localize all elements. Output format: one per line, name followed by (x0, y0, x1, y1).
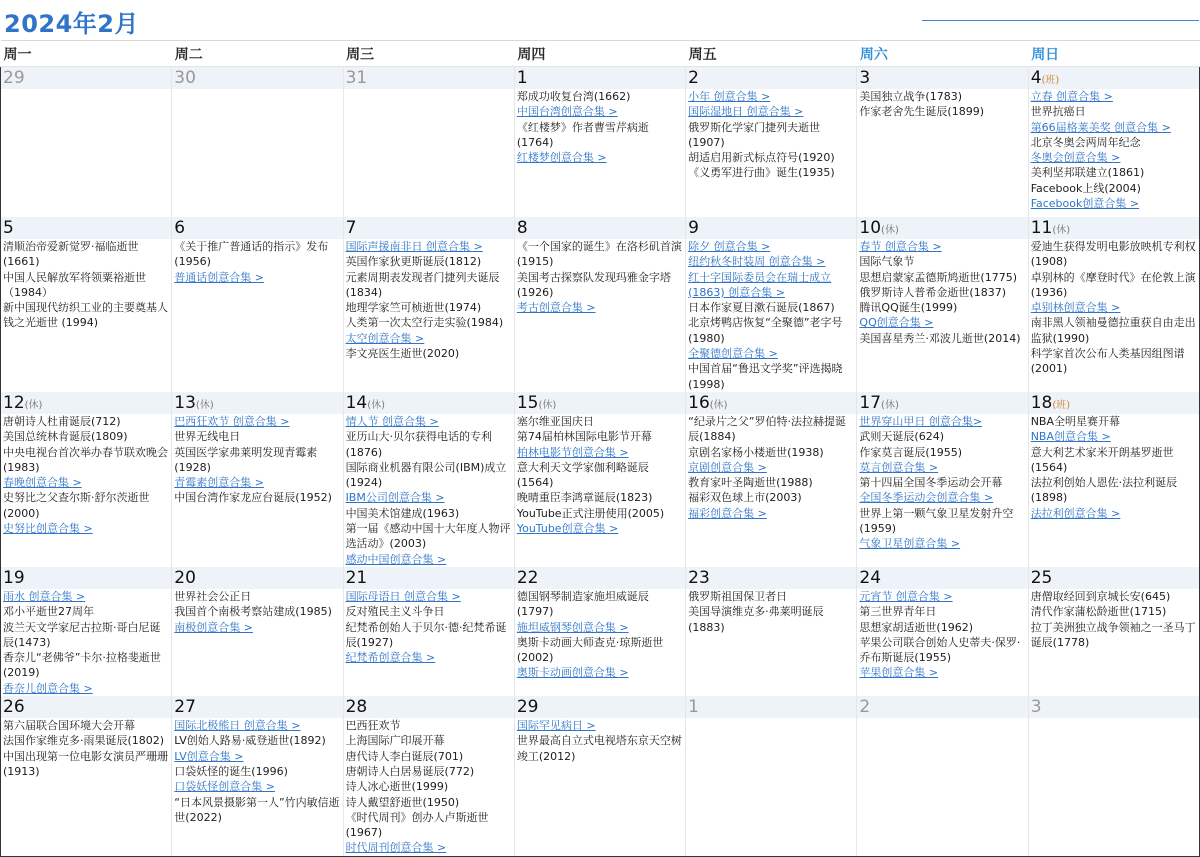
day-cell[interactable] (172, 392, 343, 567)
event-text: YouTube正式注册使用(2005) (516, 506, 665, 520)
creative-collection-link[interactable]: 气象卫星创意合集 > (859, 537, 961, 551)
day-cell[interactable] (686, 567, 857, 696)
day-number-bar (515, 392, 685, 414)
event-text: 中国美术馆建成(1963) (345, 506, 460, 520)
event-text: 京剧名家杨小楼逝世(1938) (688, 445, 824, 459)
weekday-mon: 周一 (1, 41, 172, 67)
event-text: 第一届《感动中国十大年度人物评选活动》(2003) (345, 522, 511, 551)
event-text: 《义勇军进行曲》诞生(1935) (688, 166, 835, 180)
event-text: 中国首届“鲁迅文学奖”评选揭晓(1998) (688, 362, 843, 391)
day-number-bar (515, 567, 685, 589)
event-text: 《一个国家的诞生》在洛杉矶首演(1915) (516, 240, 682, 269)
creative-collection-link[interactable]: 太空创意合集 > (345, 331, 425, 345)
event-text: 思想启蒙家孟德斯鸠逝世(1775) (859, 270, 1017, 284)
day-number-bar (857, 392, 1027, 414)
creative-collection-link[interactable]: 冬奥会创意合集 > (1030, 151, 1121, 165)
creative-collection-link[interactable]: 纪梵希创意合集 > (345, 651, 436, 665)
day-number-bar (172, 567, 342, 589)
day-number-bar (172, 696, 342, 718)
day-number-bar (172, 67, 342, 89)
holiday-badge: (休) (367, 399, 386, 411)
creative-collection-link[interactable]: 纽约秋冬时装周 创意合集 > (688, 255, 826, 269)
event-text: 《关于推广普通话的指示》发布(1956) (174, 240, 329, 269)
event-text: 俄罗斯化学家门捷列夫逝世(1907) (688, 120, 821, 149)
creative-collection-link[interactable]: LV创意合集 > (174, 749, 244, 763)
creative-collection-link[interactable]: 中国台湾创意合集 > (516, 105, 618, 119)
event-text: 新中国现代纺织工业的主要奠基人钱之光逝世 (1994) (3, 301, 168, 330)
event-text: 清代作家蒲松龄逝世(1715) (1030, 605, 1167, 619)
day-cell[interactable] (514, 217, 685, 392)
calendar-week-row (1, 567, 1200, 696)
day-number-bar (515, 67, 685, 89)
weekday-header (1, 41, 1200, 67)
event-text: 唐朝诗人杜甫诞辰(712) (3, 414, 121, 428)
event-text: 诗人冰心逝世(1999) (345, 780, 449, 794)
day-cell[interactable] (857, 696, 1028, 856)
event-text: 世界最高自立式电视塔东京天空树竣工(2012) (516, 734, 682, 763)
creative-collection-link[interactable]: 感动中国创意合集 > (345, 552, 447, 566)
day-cell[interactable] (1, 567, 172, 696)
creative-collection-link[interactable]: 卓别林创意合集 > (1030, 301, 1121, 315)
creative-collection-link[interactable]: NBA创意合集 > (1030, 430, 1111, 444)
holiday-badge: (休) (1052, 225, 1071, 236)
creative-collection-link[interactable]: 国际声援南非日 创意合集 > (345, 240, 483, 253)
creative-collection-link[interactable]: 口袋妖怪创意合集 > (174, 780, 275, 794)
event-text: 拉丁美洲独立战争领袖之一圣马丁诞辰(1778) (1030, 620, 1196, 649)
creative-collection-link[interactable]: 小年 创意合集 > (688, 90, 771, 103)
event-text: NBA全明星赛开幕 (1030, 414, 1120, 428)
event-text: 巴西狂欢节 (345, 719, 401, 733)
day-number-bar (1, 392, 171, 414)
day-cell[interactable] (1, 392, 172, 567)
creative-collection-link[interactable]: 柏林电影节创意合集 > (516, 445, 629, 459)
creative-collection-link[interactable]: IBM公司创意合集 > (345, 491, 445, 505)
holiday-badge: (休) (881, 225, 899, 236)
day-number-bar (686, 217, 856, 239)
event-text: 美国喜星秀兰·邓波儿逝世(2014) (859, 331, 1021, 345)
weekday-wed: 周三 (343, 41, 514, 67)
day-number-bar (1029, 217, 1199, 239)
day-number-bar (1029, 567, 1199, 589)
day-cell[interactable] (343, 392, 514, 567)
event-text: 人类第一次太空行走实验(1984) (345, 316, 504, 330)
creative-collection-link[interactable]: 春节 创意合集 > (859, 240, 942, 253)
creative-collection-link[interactable]: 红十字国际委员会在瑞士成立(1863) 创意合集 > (688, 270, 832, 299)
day-number: 18 (1030, 392, 1053, 413)
creative-collection-link[interactable]: 巴西狂欢节 创意合集 > (174, 414, 290, 428)
holiday-badge: (休) (881, 399, 899, 411)
day-cell[interactable] (686, 392, 857, 567)
day-number: 5 (3, 218, 14, 238)
calendar-grid (0, 40, 1200, 857)
event-text: 奥斯卡动画大师查克·琼斯逝世(2002) (516, 635, 664, 665)
creative-collection-link[interactable]: 国际母语日 创意合集 > (345, 589, 461, 603)
creative-collection-link[interactable]: 香奈儿创意合集 > (3, 681, 93, 695)
day-number-bar (686, 567, 856, 589)
event-text: 《红楼梦》作者曹雪芹病逝(1764) (516, 120, 649, 149)
day-number-bar (1029, 696, 1199, 718)
event-text: 《时代周刊》创办人卢斯逝世(1967) (345, 810, 489, 840)
event-text: 第十四届全国冬季运动会开幕 (859, 476, 1003, 490)
day-cell[interactable] (343, 67, 514, 218)
event-text: 香奈儿“老佛爷”卡尔·拉格斐逝世(2019) (3, 651, 161, 680)
holiday-badge: (休) (538, 399, 557, 411)
event-text: “日本风景摄影第一人”竹内敏信逝世(2022) (174, 795, 340, 824)
creative-collection-link[interactable]: 苹果创意合集 > (859, 666, 939, 680)
day-cell[interactable] (857, 217, 1028, 392)
creative-collection-link[interactable]: 莫言创意合集 > (859, 460, 939, 474)
event-text: 中国台湾作家龙应台诞辰(1952) (174, 491, 332, 505)
event-text: 史努比之父查尔斯·舒尔茨逝世(2000) (3, 491, 150, 520)
creative-collection-link[interactable]: 南极创意合集 > (174, 620, 253, 634)
event-text: 口袋妖怪的诞生(1996) (174, 764, 288, 778)
event-text: 武则天诞辰(624) (859, 430, 944, 444)
event-text: 美国总统林肯诞辰(1809) (3, 430, 128, 444)
event-text: 英国医学家弗莱明发现青霉素(1928) (174, 445, 318, 474)
creative-collection-link[interactable]: 第66届格莱美奖 创意合集 > (1030, 120, 1171, 134)
creative-collection-link[interactable]: 红楼梦创意合集 > (516, 151, 607, 165)
day-number-bar (344, 67, 514, 89)
day-number: 26 (3, 697, 25, 718)
day-number-bar (1029, 67, 1199, 89)
event-text: 中央电视台首次举办春节联欢晚会(1983) (3, 445, 168, 474)
day-number: 29 (3, 68, 25, 88)
creative-collection-link[interactable]: 国际北极熊日 创意合集 > (174, 719, 301, 733)
event-text: 纪梵希创始人于贝尔·德·纪梵希诞辰(1927) (345, 620, 507, 649)
day-cell[interactable] (857, 67, 1028, 218)
event-text: 上海国际广印展开幕 (345, 734, 445, 748)
creative-collection-link[interactable]: 全聚德创意合集 > (688, 347, 778, 361)
event-text: 世界抗癌日 (1030, 105, 1086, 119)
day-cell[interactable] (514, 696, 685, 856)
day-number-bar (1, 567, 171, 589)
event-text: 第六届联合国环境大会开幕 (3, 719, 135, 733)
event-text: 世界无线电日 (174, 430, 241, 444)
day-number-bar (344, 567, 514, 589)
event-text: 清顺治帝爱新觉罗·福临逝世(1661) (3, 240, 139, 269)
day-number-bar (172, 392, 342, 414)
creative-collection-link[interactable]: 考古创意合集 > (516, 301, 596, 315)
event-text: 俄罗斯诗人普希金逝世(1837) (859, 285, 1006, 299)
weekday-fri: 周五 (686, 41, 857, 67)
holiday-badge: (休) (195, 399, 214, 411)
day-cell[interactable] (1, 67, 172, 218)
day-number: 4 (1030, 68, 1042, 88)
creative-collection-link[interactable]: 除夕 创意合集 > (688, 240, 771, 253)
weekday-sun: 周日 (1028, 41, 1199, 67)
day-number: 19 (3, 567, 25, 588)
event-text: 教育家叶圣陶逝世(1988) (688, 476, 813, 490)
day-cell[interactable] (857, 392, 1028, 567)
event-text: 卓别林的《摩登时代》在伦敦上演(1936) (1030, 270, 1196, 299)
creative-collection-link[interactable]: 京剧创意合集 > (688, 460, 767, 474)
day-number-bar (172, 217, 342, 239)
event-text: 反对殖民主义斗争日 (345, 605, 445, 619)
event-text: 世界上第一颗气象卫星发射升空(1959) (859, 506, 1014, 536)
day-number-bar (1, 696, 171, 718)
event-text: 福彩双色球上市(2003) (688, 491, 802, 505)
event-text: 第三世界青年日 (859, 605, 937, 619)
creative-collection-link[interactable]: 元宵节 创意合集 > (859, 589, 953, 603)
creative-collection-link[interactable]: 法拉利创意合集 > (1030, 506, 1121, 520)
event-text: 胡适启用新式标点符号(1920) (688, 151, 835, 165)
event-text: 晚晴重臣李鸿章诞辰(1823) (516, 491, 653, 505)
event-text: 英国作家狄更斯诞辰(1812) (345, 255, 482, 269)
page-title: 2024年2月 (4, 10, 139, 38)
day-cell[interactable] (172, 696, 343, 856)
day-cell[interactable] (1, 696, 172, 856)
day-number-bar (686, 392, 856, 414)
day-number: 14 (345, 392, 368, 413)
calendar-week-row (1, 392, 1200, 567)
day-number: 2 (859, 697, 871, 718)
day-number: 23 (688, 567, 710, 588)
event-text: 世界社会公正日 (174, 589, 252, 603)
day-cell[interactable] (172, 217, 343, 392)
day-number-bar (1029, 392, 1199, 414)
day-number: 13 (174, 392, 196, 413)
day-number: 20 (174, 567, 196, 588)
day-number-bar (686, 67, 856, 89)
day-number: 1 (516, 68, 528, 88)
event-text: 苹果公司联合创始人史蒂夫·保罗·乔布斯诞辰(1955) (859, 635, 1021, 665)
event-text: 唐僧取经回到京城长安(645) (1030, 589, 1171, 603)
day-number: 1 (688, 697, 699, 718)
creative-collection-link[interactable]: QQ创意合集 > (859, 316, 934, 330)
event-text: 意大利艺术家米开朗基罗逝世(1564) (1030, 445, 1174, 474)
creative-collection-link[interactable]: Facebook创意合集 > (1030, 197, 1140, 211)
creative-collection-link[interactable]: 奥斯卡动画创意合集 > (516, 666, 629, 680)
day-number: 24 (859, 567, 882, 588)
event-text: 北京冬奥会两周年纪念 (1030, 135, 1141, 149)
day-number-bar (857, 567, 1027, 589)
event-text: 作家老舍先生诞辰(1899) (859, 105, 984, 119)
creative-collection-link[interactable]: 国际罕见病日 > (516, 719, 596, 733)
creative-collection-link[interactable]: 史努比创意合集 > (3, 522, 93, 536)
day-number: 3 (859, 68, 871, 88)
day-cell[interactable] (514, 567, 685, 696)
event-text: 波兰天文学家尼古拉斯·哥白尼诞辰(1473) (3, 620, 161, 649)
creative-collection-link[interactable]: 普通话创意合集 > (174, 270, 264, 284)
event-text: 美利坚邦联建立(1861) (1030, 166, 1145, 180)
day-number: 6 (174, 218, 186, 238)
day-number-bar (515, 217, 685, 239)
day-cell[interactable] (514, 392, 685, 567)
day-cell[interactable] (686, 696, 857, 856)
event-text: 唐朝诗人白居易诞辰(772) (345, 764, 475, 778)
event-text: 中国人民解放军将领粟裕逝世（1984） (3, 270, 146, 299)
day-number-bar (857, 67, 1027, 89)
creative-collection-link[interactable]: 国际湿地日 创意合集 > (688, 105, 804, 119)
weekday-sat: 周六 (857, 41, 1028, 67)
day-cell[interactable] (343, 696, 514, 856)
creative-collection-link[interactable]: 立春 创意合集 > (1030, 90, 1113, 103)
creative-collection-link[interactable]: 世界穿山甲日 创意合集> (859, 414, 983, 428)
day-number: 21 (345, 567, 368, 588)
event-text: 诗人戴望舒逝世(1950) (345, 795, 460, 809)
day-number-bar (515, 696, 685, 718)
event-text: 唐代诗人李白诞辰(701) (345, 749, 464, 763)
day-number-bar (857, 217, 1027, 239)
day-number: 27 (174, 697, 196, 718)
workday-badge: (班) (1041, 75, 1060, 86)
day-number: 3 (1030, 697, 1042, 718)
day-number: 12 (3, 392, 25, 413)
event-text: 美国导演维克多·弗莱明诞辰(1883) (688, 605, 824, 634)
day-number-bar (686, 696, 856, 718)
event-text: 中国出现第一位电影女演员严珊珊(1913) (3, 749, 168, 778)
day-number-bar (344, 392, 514, 414)
day-number-bar (1, 67, 171, 89)
day-number: 15 (516, 392, 539, 413)
event-text: 亚历山大·贝尔获得电话的专利(1876) (345, 430, 493, 459)
event-text: 国际气象节 (859, 255, 915, 269)
event-text: 德国钢琴制造家施坦威诞辰(1797) (516, 589, 649, 619)
event-text: 塞尔维亚国庆日 (516, 414, 594, 428)
creative-collection-link[interactable]: 福彩创意合集 > (688, 506, 767, 520)
event-text: 思想家胡适逝世(1962) (859, 620, 973, 634)
day-number: 2 (688, 68, 699, 88)
day-number-bar (344, 696, 514, 718)
event-text: 李文亮医生逝世(2020) (345, 347, 460, 361)
event-text: 意大利天文学家伽利略诞辰(1564) (516, 460, 649, 490)
event-text: LV创始人路易·威登逝世(1892) (174, 734, 326, 748)
event-text: 美国考古探察队发现玛雅金字塔(1926) (516, 270, 671, 299)
event-text: 作家莫言诞辰(1955) (859, 445, 962, 459)
day-cell[interactable] (1028, 67, 1199, 218)
day-cell[interactable] (1028, 567, 1199, 696)
day-number: 22 (516, 567, 539, 588)
event-text: 地理学家竺可桢逝世(1974) (345, 301, 482, 315)
day-number: 25 (1030, 567, 1053, 588)
day-cell[interactable] (343, 217, 514, 392)
event-text: Facebook上线(2004) (1030, 181, 1141, 195)
event-text: 北京烤鸭店恢复“全聚德”老字号(1980) (688, 316, 843, 345)
creative-collection-link[interactable]: 情人节 创意合集 > (345, 414, 439, 428)
day-number: 8 (516, 218, 528, 238)
day-cell[interactable] (172, 567, 343, 696)
day-number: 17 (859, 392, 882, 413)
holiday-badge: (休) (709, 399, 728, 411)
day-cell[interactable] (343, 567, 514, 696)
day-cell[interactable] (686, 67, 857, 218)
event-text: 郑成功收复台湾(1662) (516, 90, 631, 103)
event-text: 美国独立战争(1783) (859, 90, 962, 103)
calendar-week-row (1, 67, 1200, 218)
title-divider (922, 20, 1199, 21)
event-text: 腾讯QQ诞生(1999) (859, 301, 958, 315)
day-number: 30 (174, 68, 196, 88)
event-text: “纪录片之父”罗伯特·法拉赫提诞辰(1884) (688, 414, 847, 444)
day-number: 11 (1030, 218, 1053, 238)
event-text: 南非黑人领袖曼德拉重获自由走出监狱(1990) (1030, 316, 1196, 345)
day-number: 28 (345, 697, 368, 718)
day-cell[interactable] (1028, 392, 1199, 567)
event-text: 爱迪生获得发明电影放映机专利权 (1908) (1030, 240, 1196, 269)
event-text: 我国首个南极考察站建成(1985) (174, 605, 332, 619)
event-text: 第74届柏林国际电影节开幕 (516, 430, 652, 444)
event-text: 法国作家维克多·雨果诞辰(1802) (3, 734, 165, 748)
day-number: 31 (345, 68, 368, 88)
event-text: 邓小平逝世27周年 (3, 605, 94, 619)
day-number-bar (344, 217, 514, 239)
day-number: 16 (688, 392, 710, 413)
day-number: 29 (516, 697, 539, 718)
day-cell[interactable] (857, 567, 1028, 696)
calendar-week-row (1, 217, 1200, 392)
event-text: 日本作家夏目漱石诞辰(1867) (688, 301, 835, 315)
event-text: 国际商业机器有限公司(IBM)成立(1924) (345, 460, 507, 490)
creative-collection-link[interactable]: 雨水 创意合集 > (3, 589, 86, 603)
event-text: 俄罗斯祖国保卫者日 (688, 589, 788, 603)
day-number-bar (857, 696, 1027, 718)
creative-collection-link[interactable]: 全国冬季运动会创意合集 > (859, 491, 994, 505)
event-text: 法拉利创始人恩佐·法拉利诞辰(1898) (1030, 476, 1178, 505)
day-cell[interactable] (686, 217, 857, 392)
event-text: 科学家首次公布人类基因组图谱(2001) (1030, 347, 1185, 376)
day-number: 10 (859, 218, 882, 238)
creative-collection-link[interactable]: 时代周刊创意合集 > (345, 841, 447, 855)
event-text: 元素周期表发现者门捷列夫诞辰(1834) (345, 270, 500, 299)
day-number-bar (1, 217, 171, 239)
creative-collection-link[interactable]: 春晚创意合集 > (3, 476, 82, 490)
creative-collection-link[interactable]: 施坦威钢琴创意合集 > (516, 620, 629, 634)
day-cell[interactable] (1028, 696, 1199, 856)
day-number: 7 (345, 218, 357, 238)
day-cell[interactable] (172, 67, 343, 218)
day-cell[interactable] (1, 217, 172, 392)
workday-badge: (班) (1052, 399, 1071, 411)
day-cell[interactable] (1028, 217, 1199, 392)
creative-collection-link[interactable]: 青霉素创意合集 > (174, 476, 264, 490)
day-number: 9 (688, 218, 699, 238)
holiday-badge: (休) (24, 399, 43, 411)
calendar-week-row (1, 696, 1200, 856)
weekday-thu: 周四 (514, 41, 685, 67)
creative-collection-link[interactable]: YouTube创意合集 > (516, 522, 619, 536)
day-cell[interactable] (514, 67, 685, 218)
weekday-tue: 周二 (172, 41, 343, 67)
